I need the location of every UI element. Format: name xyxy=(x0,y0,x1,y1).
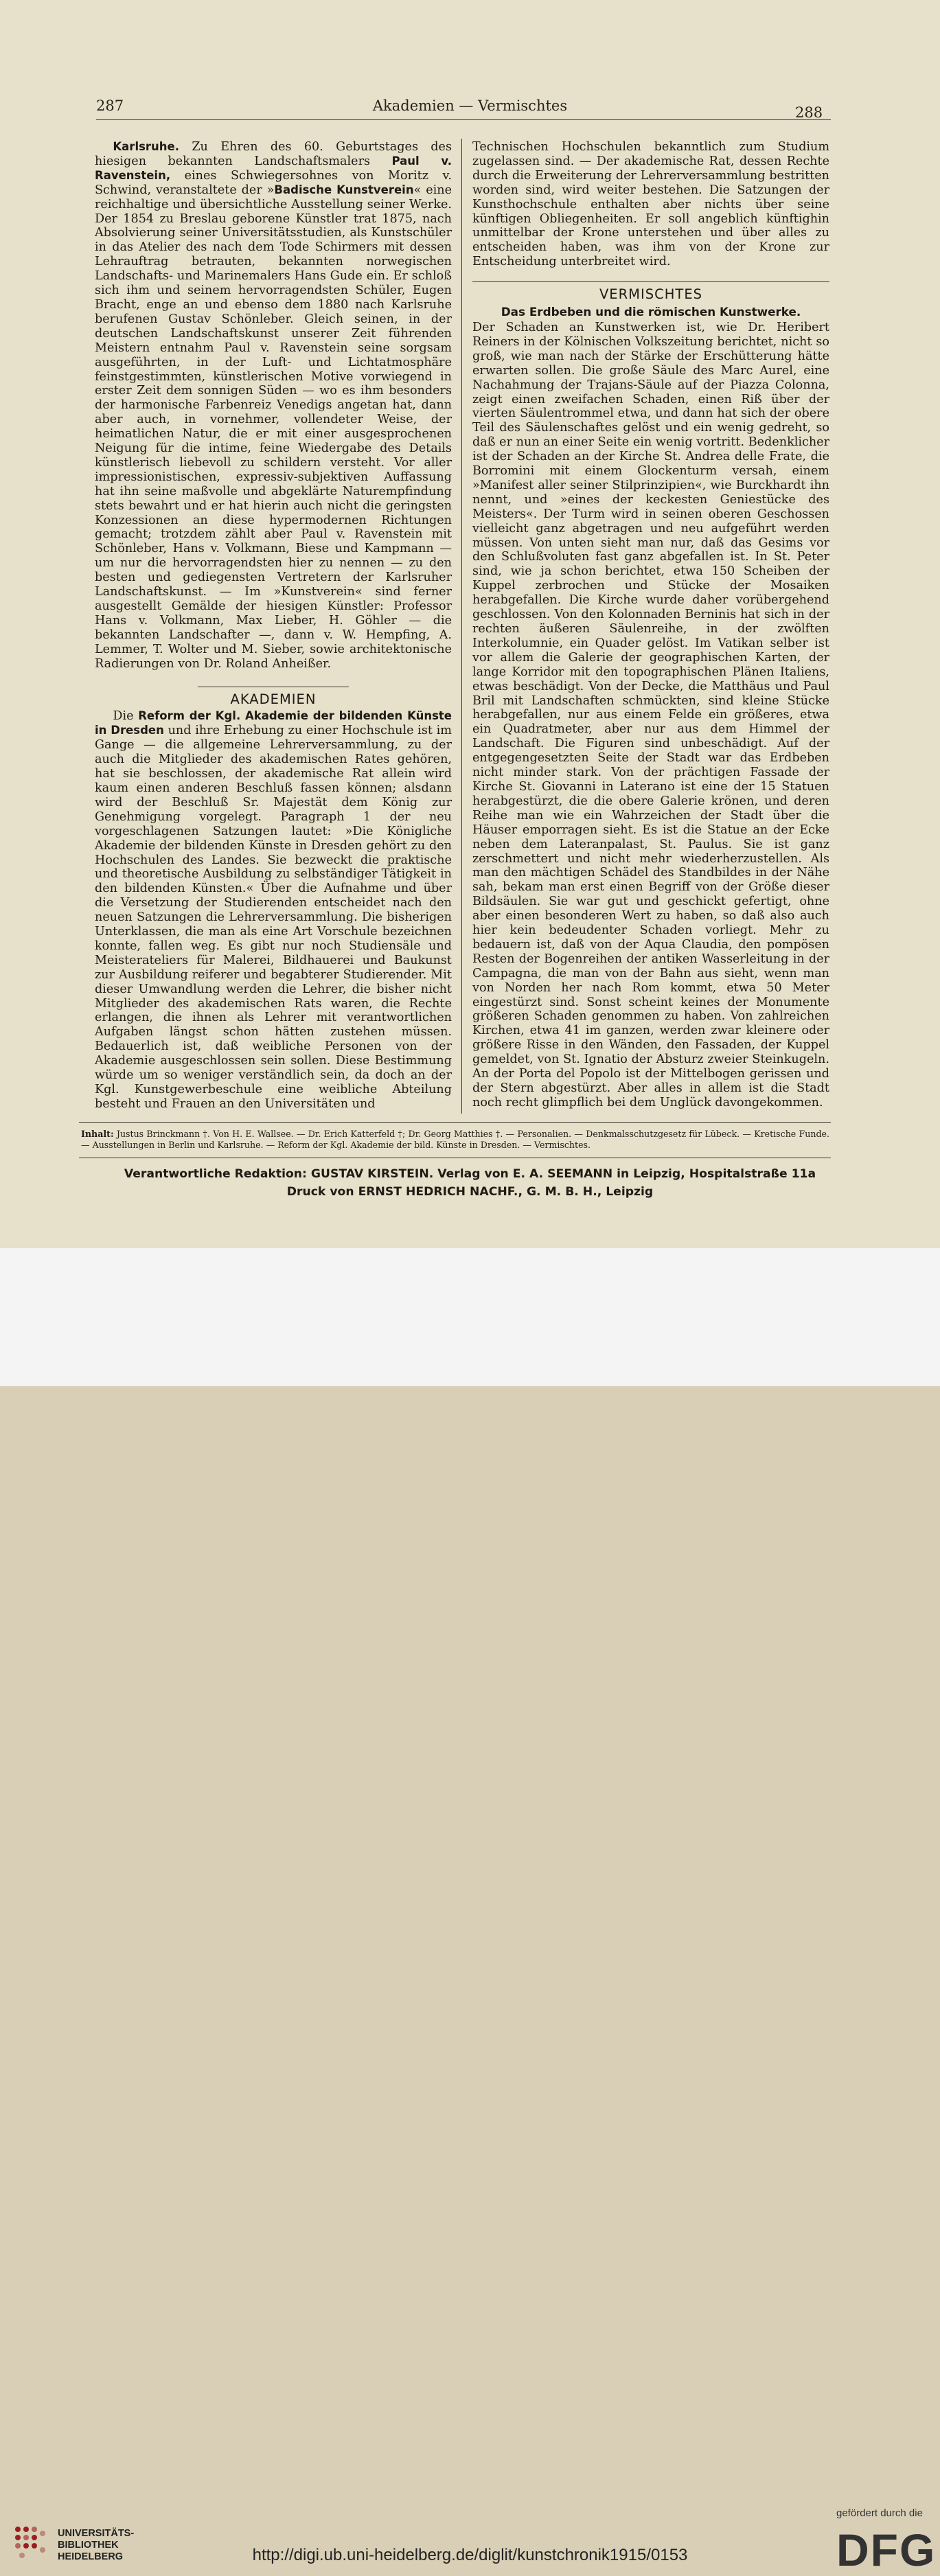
header-rule xyxy=(96,119,831,120)
section-title-akademien: AKADEMIEN xyxy=(230,691,317,707)
article-title-erdbeben: Das Erdbeben und die römischen Kunstwerke. xyxy=(501,305,801,319)
library-name: UNIVERSITÄTS- BIBLIOTHEK HEIDELBERG xyxy=(58,2527,135,2562)
akademien-article: Die Reform der Kgl. Akademie der bildenden Künste in Dresden und ihre Erhebung zu einer Hochschule ist im Gange — die allgemeine Lehrerversammlung, zu der auch die Mitglieder des akademischen Rates gehören, hat sie beschlossen, der akademische Rat allein wird kaum einen anderen Beschluß fassen können; alsdann wird der Beschluß Sr. Majestät dem König zur Genehmigung vorgelegt. Paragraph 1 der neu vorgeschlagenen Satzungen lautet: »Die Königliche Akademie der bildenden Künste in Dresden gehört zu den Hochschulen des Landes. Sie bezweckt die praktische und theoretische Ausbildung zu selbständiger Tätigkeit in den bildenden Künsten.« Über die Aufnahme und über die Versetzung der Studierenden entscheidet nach den neuen Satzungen die Lehrerversammlung. Die bisherigen Unterklassen, die man als eine Art Vorschule bezeichnen konnte, fallen weg. Es gibt nur noch Studiensäle und Meisterateliers für Malerei, Bildhauerei und Baukunst zur Ausbildung reiferer und begabterer Studierender. Mit dieser Umwandlung werden die Lehrer, die bisher nicht Mitglieder des akademischen Rats waren, die Rechte erlangen, die ihnen als Lehrer mit verantwortlichen Aufgaben längst schon hätten zustehen müssen. Bedauerlich ist, daß weibliche Personen von der Akademie ausgeschlossen sein sollen. Diese Bestimmung würde um so weniger verständlich sein, da doch an der Kgl. Kunstgewerbeschule eine weibliche Abteilung besteht und Frauen an den Universitäten und xyxy=(95,709,452,1111)
footer-rule xyxy=(79,1122,831,1123)
left-column xyxy=(95,140,452,1112)
page-number-right: 288 xyxy=(795,104,823,121)
section-title-vermischtes: VERMISCHTES xyxy=(599,286,703,303)
imprint-editor: Verantwortliche Redaktion: GUSTAV KIRSTEIN. Verlag von E. A. SEEMANN in Leipzig, Hospitalstraße 11a xyxy=(124,1167,816,1181)
viewer-bar xyxy=(0,1248,940,2575)
scanned-page xyxy=(0,0,940,1248)
karlsruhe-article: Karlsruhe. Zu Ehren des 60. Geburtstages des hiesigen bekannten Landschaftsmalers Paul v. Ravenstein, eines Schwiegersohnes von Moritz v. Schwind, veranstaltete der »Badische Kunstverein« eine reichhaltige und übersichtliche Ausstellung seiner Werke. Der 1854 zu Breslau geborene Künstler trat 1875, nach Absolvierung seiner Universitätsstudien, als Kunstschüler in das Atelier des nach dem Tode Schirmers mit dessen Lehrauftrag betrauten, bekannten norwegischen Landschafts- und Marinemalers Hans Gude ein. Er schloß sich ihm und seinem hervorragendsten Schüler, Eugen Bracht, enge an und ebenso dem 1880 nach Karlsruhe berufenen Gustav Schönleber. Gleich seinen, in der deutschen Landschaftskunst unserer Zeit führenden Meistern entnahm Paul v. Ravenstein seine sorgsam ausgeführten, in der Luft- und Lichtatmosphäre feinstgestimmten, künstlerischen Motive vorwiegend in erster Zeit dem sonnigen Süden — wo es ihm besonders der harmonische Farbenreiz Venedigs angetan hat, dann aber auch, in vornehmer, vollendeter Weise, der heimatlichen Natur, die er mit einer ausgesprochenen Neigung für die intime, feine Wiedergabe des Details künstlerisch liebevoll zu schildern versteht. Vor aller impressionistischen, expressiv-subjektiven Auffassung hat ihn seine maßvolle und abgeklärte Naturempfindung stets bewahrt und er hat hierin auch nicht die geringsten Konzessionen an diese hypermodernen Richtungen gemacht; trotzdem zählt aber Paul v. Ravenstein mit Schönleber, Hans v. Volkmann, Biese und Kampmann — um nur die hervorragendsten hier zu nennen — zu den besten und gediegensten Vertretern der Karlsruher Landschaftskunst. — Im »Kunstverein« sind ferner ausgestellt Gemälde der hiesigen Künstler: Professor Hans v. Volkmann, Max Lieber, H. Göhler — die bekannten Landschafter —, dann v. W. Hempfing, A. Lemmer, T. Wolter und M. Sieber, sowie architektonische Radierungen von Dr. Roland Anheißer. xyxy=(95,140,452,671)
erdbeben-article: Der Schaden an Kunstwerken ist, wie Dr. Heribert Reiners in der Kölnischen Volkszeitung berichtet, nicht so groß, wie man nach der Stärke der Erschütterung hätte erwarten sollen. Die große Säule des Marc Aurel, eine Nachahmung der Trajans-Säule auf der Piazza Colonna, zeigt einen zweifachen Schaden, einen Riß über der vierten Säulentrommel etwa, und dann hat sich der obere Teil des Säulenschaftes gelöst und ein wenig gedreht, so daß er nun an einer Seite ein wenig vortritt. Bedenklicher ist der Schaden an der Kirche St. Andrea delle Frate, die Borromini mit einem Glockenturm versah, einem »Manifest aller seiner Stilprinzipien«, wie Burckhardt ihn nennt, und »eines der keckesten Geniestücke des Meisters«. Der Turm wird in seinen oberen Geschossen vielleicht ganz abgetragen und neu aufgeführt werden müssen. Von unten sieht man nur, daß das Gesims vor den Schlußvoluten fast ganz abgefallen ist. In St. Peter sind, wie ja schon berichtet, etwa 150 Scheiben der Kuppel zerbrochen und Stücke der Mosaiken herabgefallen. Die Kirche wurde daher vorübergehend geschlossen. Von den Kolonnaden Berninis hat sich in der rechten äußeren Säulenreihe, in der zwölften Interkolumnie, ein Quader gelöst. Im Vatikan selber ist vor allem die Galerie der geographischen Karten, der lange Korridor mit den topographischen Plänen Italiens, etwas beschädigt. Von der Decke, die Matthäus und Paul Bril mit Landschaften schmückten, sind kleine Stücke herabgefallen, nur aus einem Felde ein größeres, etwa ein Quadratmeter, aber nur aus dem Himmel der Landschaft. Die Figuren sind unbeschädigt. Auf der entgegengesetzten Seite der Stadt war das Erdbeben nicht minder stark. Von der prächtigen Fassade der Kirche St. Giovanni in Laterano ist eine der 15 Statuen herabgestürzt, die die obere Galerie krönen, und deren Reihe man wie ein Wahrzeichen der Stadt über die Häuser emporragen sieht. Es ist die Statue an der Ecke neben dem Lateranpalast, St. Paulus. Sie ist ganz zerschmettert und nicht mehr wiederherzustellen. Als man den mächtigen Schädel des Standbildes in der Nähe sah, bekam man erst einen Begriff von der Größe dieser Bildsäulen. Sie war gut und geschickt gefertigt, ohne aber einen besonderen Wert zu haben, so daß also auch hier kein bedeudenter Schaden vorliegt. Mehr zu bedauern ist, daß von der Aqua Claudia, den pompösen Resten der Bogenreihen der antiken Wasserleitung in der Campagna, die man von der Bahn aus sieht, wenn man von Norden her nach Rom kommt, etwa 50 Meter eingestürzt sind. Sonst scheint keines der Monumente größeren Schaden genommen zu haben. Von zahlreichen Kirchen, etwa 41 im ganzen, werden zwar kleinere oder größere Risse in den Wänden, den Fassaden, der Kuppel gemeldet, von St. Ignatio der Absturz zweier Steinkugeln. An der Porta del Popolo ist der Mittelbogen gerissen und der Stern abgestürzt. Aber alles in allem ist die Stadt noch recht glimpflich bei dem Unglück davongekommen. xyxy=(472,320,829,1109)
imprint-printer: Druck von ERNST HEDRICH NACHF., G. M. B. H., Leipzig xyxy=(286,1185,654,1199)
dfg-logo[interactable]: DFG xyxy=(836,2525,937,2575)
page-number-left: 287 xyxy=(96,97,124,114)
section-rule xyxy=(472,281,829,282)
table-of-contents: Inhalt: Justus Brinckmann †. Von H. E. Wallsee. — Dr. Erich Katterfeld †; Dr. Georg Matthies †. — Personalien. — Denkmalsschutzgesetz für Lübeck. — Kretische Funde. — Ausstellungen in Berlin und Karlsruhe. — Reform der Kgl. Akademie der bild. Künste in Dresden. — Vermischtes. xyxy=(81,1129,829,1150)
right-column xyxy=(472,140,829,1110)
akademien-continuation: Technischen Hochschulen bekanntlich zum Studium zugelassen sind. — Der akademische Rat, dessen Rechte durch die Erweiterung der Lehrerversammlung bestritten worden sind, wird weiter bestehen. Die Satzungen der Kunsthochschule enthalten aber nichts über seine künftigen Obliegenheiten. Er soll angeblich künftighin unmittelbar der Krone unterstehen und über alles zu entscheiden haben, was ihm von der Krone zur Entscheidung unterbreitet wird. xyxy=(472,140,829,269)
funding-note: gefördert durch die xyxy=(836,2507,923,2519)
column-divider xyxy=(461,139,462,1114)
karlsruhe-lead: Karlsruhe. xyxy=(113,140,180,153)
running-header: Akademien — Vermischtes xyxy=(372,97,568,114)
permalink-url[interactable]: http://digi.ub.uni-heidelberg.de/diglit/kunstchronik1915/0153 xyxy=(252,2546,688,2564)
